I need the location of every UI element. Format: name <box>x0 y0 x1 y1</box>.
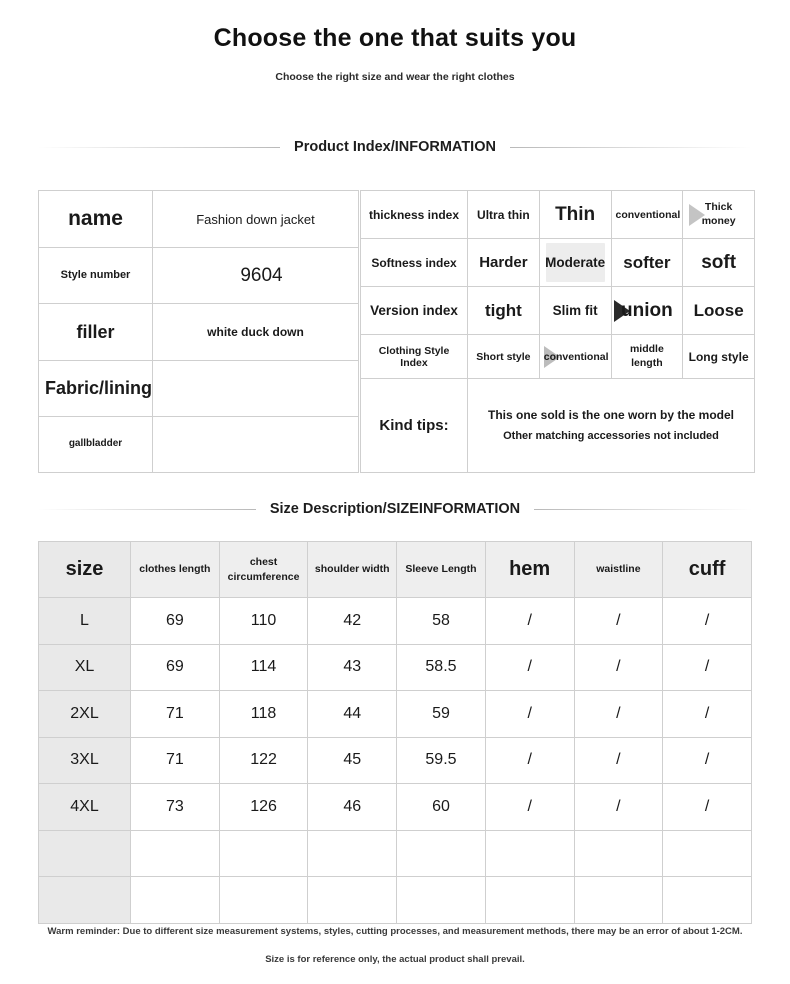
kind-tips-line-1: This one sold is the one worn by the model <box>487 407 735 422</box>
divider-left <box>38 147 280 148</box>
measure-cell: 59.5 <box>397 737 486 784</box>
index-option-short-style: Short style <box>468 335 540 379</box>
size-reference-note: Size is for reference only, the actual product shall prevail. <box>265 954 525 965</box>
column-header-hem: hem <box>485 542 574 598</box>
size-cell: 2XL <box>39 691 131 738</box>
index-option-middle-length: middle length <box>611 335 683 379</box>
table-row <box>39 304 359 361</box>
table-row <box>39 417 359 473</box>
section-heading-size-description <box>38 501 752 517</box>
section-title-text: Product Index/INFORMATION <box>294 139 496 155</box>
measure-cell <box>219 830 308 877</box>
measure-cell: 45 <box>308 737 397 784</box>
index-label-version: Version index <box>361 287 468 335</box>
size-cell <box>39 830 131 877</box>
measure-cell: 122 <box>219 737 308 784</box>
measure-cell: 110 <box>219 598 308 645</box>
kind-tips-label: Kind tips: <box>361 379 468 473</box>
measure-cell <box>219 877 308 924</box>
measure-cell: / <box>663 784 752 831</box>
measure-cell <box>574 830 663 877</box>
index-label-thickness: thickness index <box>361 191 468 239</box>
index-option-loose: Loose <box>683 287 755 335</box>
divider-right <box>510 147 752 148</box>
column-header-chest-circumference: chest circumference <box>219 542 308 598</box>
index-option-thick-money: Thick money <box>683 191 755 239</box>
size-cell <box>39 877 131 924</box>
size-cell: 3XL <box>39 737 131 784</box>
measure-cell <box>308 877 397 924</box>
table-row <box>39 691 752 738</box>
measure-cell: 42 <box>308 598 397 645</box>
index-option-slim-fit: Slim fit <box>539 287 611 335</box>
column-header-waistline: waistline <box>574 542 663 598</box>
table-row <box>361 239 755 287</box>
kind-tips-line-2: Other matching accessories not included <box>503 430 719 443</box>
index-option-soft: soft <box>683 239 755 287</box>
divider-right <box>534 509 752 510</box>
measure-cell: / <box>485 598 574 645</box>
size-cell: L <box>39 598 131 645</box>
column-header-clothes-length: clothes length <box>131 542 220 598</box>
index-option-conventional: conventional <box>611 191 683 239</box>
measure-cell <box>131 830 220 877</box>
table-row-kind-tips <box>361 379 755 473</box>
measure-cell: 44 <box>308 691 397 738</box>
measure-cell <box>663 877 752 924</box>
table-row <box>361 191 755 239</box>
column-header-sleeve-length: Sleeve Length <box>397 542 486 598</box>
table-row <box>39 191 359 248</box>
measure-cell: / <box>663 644 752 691</box>
measure-cell: 71 <box>131 737 220 784</box>
table-row <box>361 335 755 379</box>
index-option-conventional-style: conventional <box>539 335 611 379</box>
measure-cell: 58.5 <box>397 644 486 691</box>
index-label-softness: Softness index <box>361 239 468 287</box>
table-row <box>39 737 752 784</box>
measure-cell: / <box>663 598 752 645</box>
measure-cell <box>131 877 220 924</box>
section-heading-product-index <box>38 139 752 155</box>
column-header-cuff: cuff <box>663 542 752 598</box>
table-row <box>39 248 359 304</box>
table-row <box>39 598 752 645</box>
measure-cell: 69 <box>131 644 220 691</box>
info-value-gallbladder <box>153 417 359 473</box>
index-label-clothing-style: Clothing Style Index <box>361 335 468 379</box>
index-option-tight: tight <box>468 287 540 335</box>
table-row <box>39 784 752 831</box>
measure-cell <box>485 830 574 877</box>
column-header-size: size <box>39 542 131 598</box>
info-label-name: name <box>39 191 153 248</box>
measure-cell <box>308 830 397 877</box>
measure-cell: / <box>663 737 752 784</box>
column-header-shoulder-width: shoulder width <box>308 542 397 598</box>
table-row-empty <box>39 830 752 877</box>
measure-cell <box>397 877 486 924</box>
size-cell: 4XL <box>39 784 131 831</box>
size-description-table <box>38 541 752 924</box>
divider-left <box>38 509 256 510</box>
product-information-table <box>38 190 359 473</box>
measure-cell: / <box>485 691 574 738</box>
measure-cell: 59 <box>397 691 486 738</box>
measure-cell: 43 <box>308 644 397 691</box>
measure-cell: 114 <box>219 644 308 691</box>
index-option-thin: Thin <box>539 191 611 239</box>
page-subtitle: Choose the right size and wear the right clothes <box>275 71 515 83</box>
index-option-moderate: Moderate <box>539 239 611 287</box>
table-header-row <box>39 542 752 598</box>
table-row-empty <box>39 877 752 924</box>
info-label-gallbladder: gallbladder <box>39 417 153 473</box>
measure-cell <box>574 877 663 924</box>
measure-cell: 46 <box>308 784 397 831</box>
measure-cell <box>663 830 752 877</box>
warm-reminder-note: Warm reminder: Due to different size measurement systems, styles, cutting processes, and measurement methods, there may be an error of about 1-2CM. <box>47 926 743 937</box>
index-option-harder: Harder <box>468 239 540 287</box>
measure-cell: / <box>574 644 663 691</box>
info-label-filler: filler <box>39 304 153 361</box>
measure-cell: / <box>574 784 663 831</box>
index-option-union: union <box>611 287 683 335</box>
product-index-table <box>360 190 755 473</box>
measure-cell: 58 <box>397 598 486 645</box>
index-option-long-style: Long style <box>683 335 755 379</box>
measure-cell: 118 <box>219 691 308 738</box>
measure-cell: 73 <box>131 784 220 831</box>
table-row <box>361 287 755 335</box>
measure-cell: 71 <box>131 691 220 738</box>
table-row <box>39 644 752 691</box>
info-label-fabric-lining: Fabric/lining <box>39 361 153 417</box>
info-value-name: Fashion down jacket <box>153 191 359 248</box>
measure-cell: 60 <box>397 784 486 831</box>
measure-cell <box>485 877 574 924</box>
measure-cell: / <box>663 691 752 738</box>
measure-cell: / <box>574 737 663 784</box>
table-row <box>39 361 359 417</box>
index-option-ultra-thin: Ultra thin <box>468 191 540 239</box>
measure-cell: 126 <box>219 784 308 831</box>
index-option-softer: softer <box>611 239 683 287</box>
measure-cell: 69 <box>131 598 220 645</box>
info-value-filler: white duck down <box>153 304 359 361</box>
measure-cell <box>397 830 486 877</box>
info-value-fabric-lining <box>153 361 359 417</box>
page-title: Choose the one that suits you <box>213 24 577 52</box>
info-value-style-number: 9604 <box>153 248 359 304</box>
section-title-text: Size Description/SIZEINFORMATION <box>269 501 521 517</box>
measure-cell: / <box>574 691 663 738</box>
measure-cell: / <box>485 644 574 691</box>
info-label-style-number: Style number <box>39 248 153 304</box>
size-cell: XL <box>39 644 131 691</box>
measure-cell: / <box>485 737 574 784</box>
measure-cell: / <box>485 784 574 831</box>
measure-cell: / <box>574 598 663 645</box>
kind-tips-body <box>468 379 755 473</box>
